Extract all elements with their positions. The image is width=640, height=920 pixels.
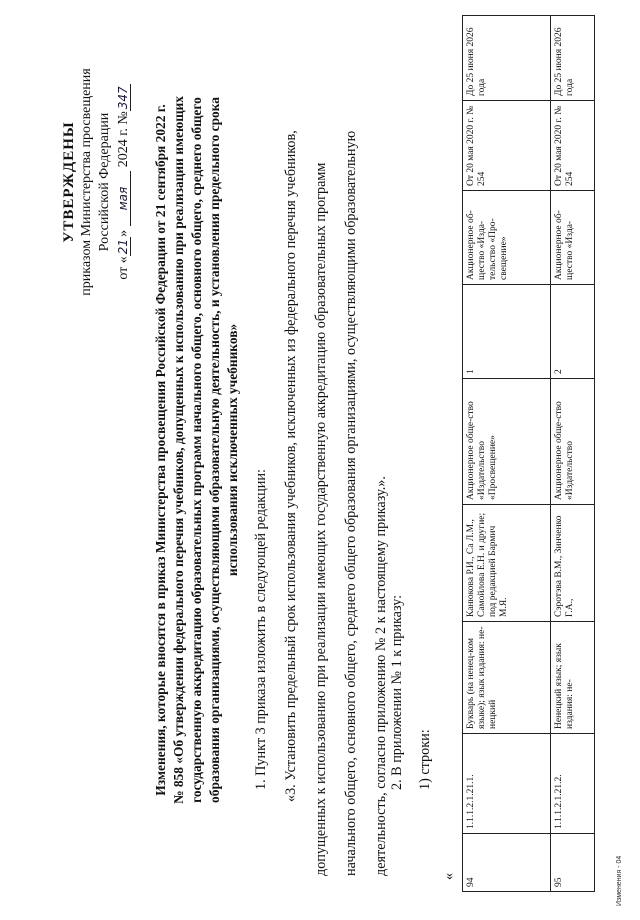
paragraph-5: « xyxy=(441,872,457,880)
cell-authors: Канюкова Р.И., Са Л.М., Самойлова Е.Н. и другие; под редакцией Бармич М.Я. xyxy=(463,505,551,622)
cell-authors: Сэротэва В.М., Зинченко Г.А., xyxy=(551,505,595,622)
page-footer: Изменения - 04 xyxy=(616,855,623,906)
approval-line-2: Российской Федерации xyxy=(97,112,112,252)
paragraph-4: 1) строки: xyxy=(417,729,433,790)
cell-col6: 1 xyxy=(463,285,551,379)
cell-code: 1.1.1.2.1.21.1. xyxy=(463,734,551,834)
paragraph-2: «3. Установить предельный срок использования учебников, исключенных из федерального перечня учебников, допущенных к использованию при реализации имеющих государственную аккредитацию образовательных программ начального общего, основного общего, среднего общего образования организациями, осуществляющими образовательную деятельность, согласно приложению № 2 к настоящему приказу.». xyxy=(283,130,389,876)
cell-title: Ненецкий язык; язык издания: не- xyxy=(551,622,595,734)
approval-stamp xyxy=(60,12,133,352)
cell-publisher2: Акционерное об-щество «Изда-тельство «Про-свещение» xyxy=(463,191,551,285)
cell-until: До 25 июня 2026 года xyxy=(463,16,551,101)
approval-date: от «21» мая 2024 г. №347 xyxy=(116,86,131,280)
cell-title: Букварь (на ненец-ком языке); язык издания: не-нецкий xyxy=(463,622,551,734)
cell-publisher: Акционерное обще-ство «Издательство «Просвещение» xyxy=(463,379,551,505)
textbook-table xyxy=(462,15,595,892)
document-heading: Изменения, которые вносятся в приказ Министерства просвещения Российской Федерации от 21 сентября 2022 г. № 858 «Об утверждении федерального перечня учебников, допущенных к использованию при реализации имеющих государственную аккредитацию образовательных программ начального общего, основного общего, среднего общего образования организациями, осуществляющими образовательную деятельность, и установления предельного срока использования исключенных учебников» xyxy=(153,96,240,804)
table-row xyxy=(551,16,595,892)
cell-publisher: Акционерное обще-ство «Издательство xyxy=(551,379,595,505)
cell-order: От 20 мая 2020 г. № 254 xyxy=(463,101,551,191)
handwritten-day: 21 xyxy=(116,238,130,255)
handwritten-month: мая xyxy=(116,171,131,227)
cell-num: 94 xyxy=(463,834,551,892)
approval-line-1: приказом Министерства просвещения xyxy=(79,68,94,296)
cell-col6: 2 xyxy=(551,285,595,379)
cell-publisher2: Акционерное об-щество «Изда- xyxy=(551,191,595,285)
approval-title: УТВЕРЖДЕНЫ xyxy=(61,121,77,243)
handwritten-number: 347 xyxy=(116,86,130,110)
paragraph-1: 1. Пункт 3 приказа изложить в следующей редакции: xyxy=(253,469,269,790)
paragraph-3: 2. В приложении № 1 к приказу: xyxy=(389,594,405,790)
cell-until: До 25 июня 2026 года xyxy=(551,16,595,101)
table-row xyxy=(463,16,551,892)
cell-num: 95 xyxy=(551,834,595,892)
cell-order: От 20 мая 2020 г. № 254 xyxy=(551,101,595,191)
cell-code: 1.1.1.2.1.21.2. xyxy=(551,734,595,834)
